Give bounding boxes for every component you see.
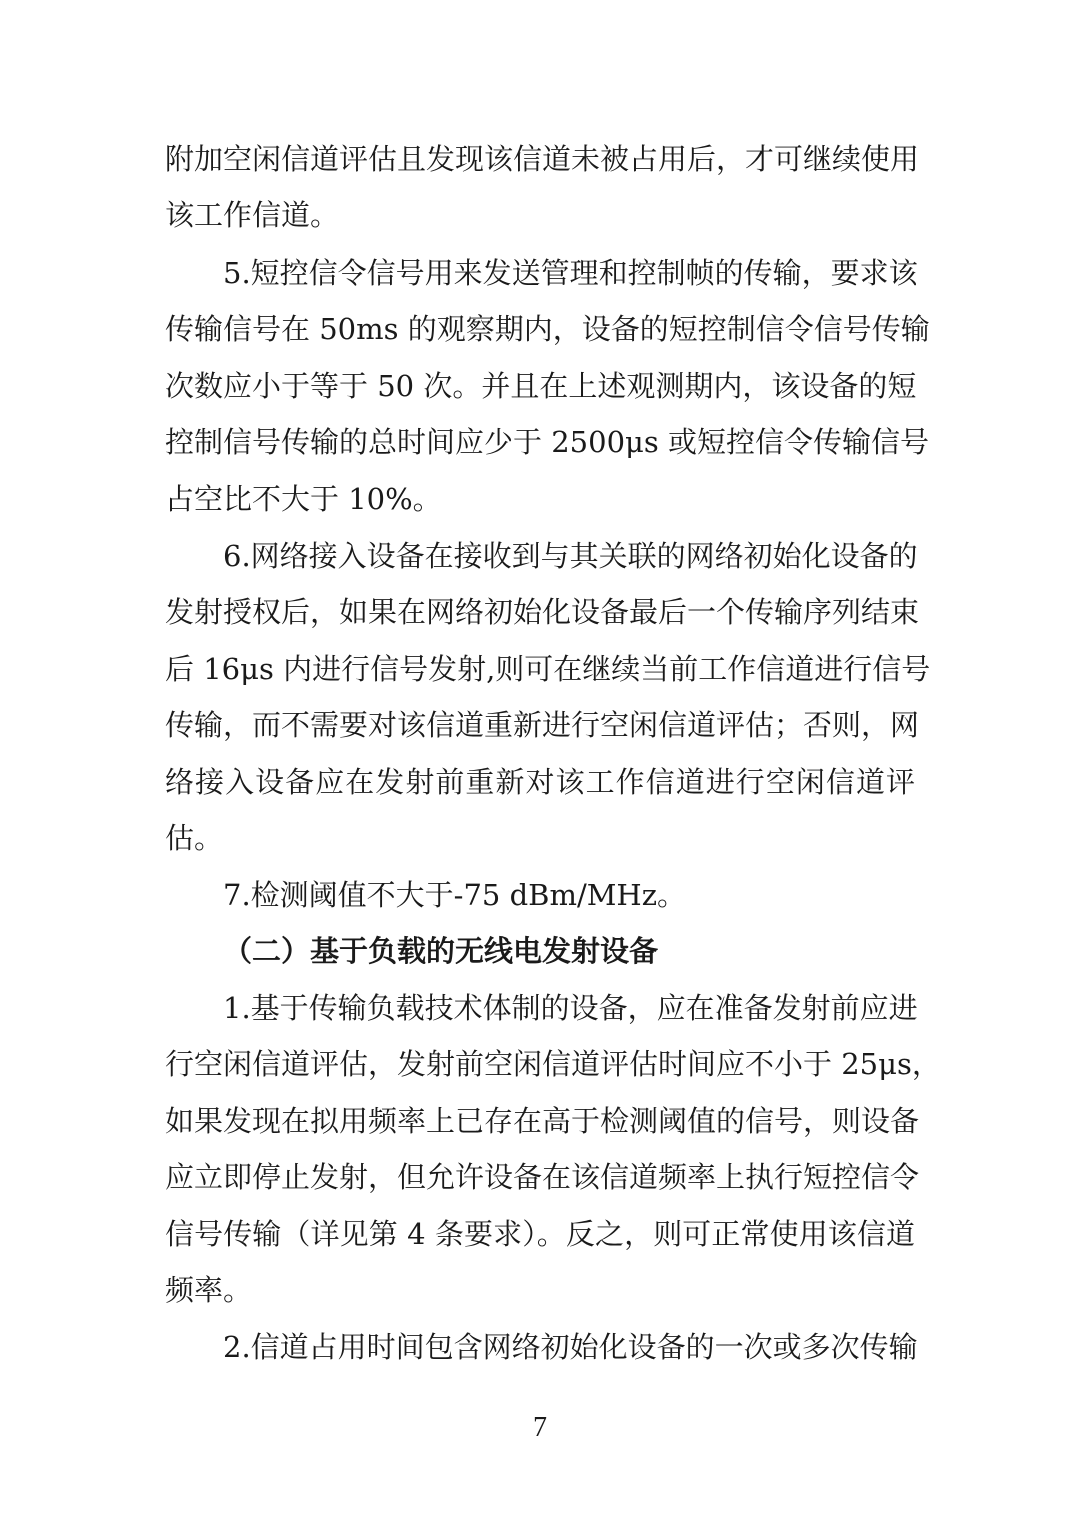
text-line: 7.检测阈值不大于-75 dBm/MHz。: [223, 878, 686, 912]
text-line: 6.网络接入设备在接收到与其关联的网络初始化设备的: [223, 539, 918, 573]
text-line: 附加空闲信道评估且发现该信道未被占用后，才可继续使用: [165, 142, 920, 176]
text-line: 该工作信道。: [165, 198, 340, 232]
text-line: 传输，而不需要对该信道重新进行空闲信道评估；否则，网: [165, 708, 920, 742]
text-line: 传输信号在 50ms 的观察期内，设备的短控制信令信号传输: [165, 312, 930, 346]
text-line: 络接入设备应在发射前重新对该工作信道进行空闲信道评: [165, 765, 915, 799]
text-line: 频率。: [165, 1273, 253, 1307]
text-line: 应立即停止发射，但允许设备在该信道频率上执行短控信令: [165, 1160, 920, 1194]
text-line: 后 16μs 内进行信号发射,则可在继续当前工作信道进行信号: [165, 652, 931, 686]
text-line: 行空闲信道评估，发射前空闲信道评估时间应不小于 25μs，: [165, 1047, 941, 1081]
text-line: 次数应小于等于 50 次。并且在上述观测期内，该设备的短: [165, 369, 917, 403]
text-line: 估。: [165, 821, 224, 855]
text-line: 5.短控信令信号用来发送管理和控制帧的传输，要求该: [223, 256, 918, 290]
text-line: 占空比不大于 10%。: [165, 482, 442, 516]
text-line: 控制信号传输的总时间应少于 2500μs 或短控信令传输信号: [165, 425, 929, 459]
text-line: 如果发现在拟用频率上已存在高于检测阈值的信号，则设备: [165, 1104, 920, 1138]
page-number: 7: [533, 1412, 547, 1443]
text-line: 2.信道占用时间包含网络初始化设备的一次或多次传输: [223, 1330, 918, 1364]
text-line: 1.基于传输负载技术体制的设备，应在准备发射前应进: [223, 991, 918, 1025]
section-heading: （二）基于负载的无线电发射设备: [223, 934, 659, 968]
text-line: 发射授权后，如果在网络初始化设备最后一个传输序列结束: [165, 595, 920, 629]
text-line: 信号传输（详见第 4 条要求）。反之，则可正常使用该信道: [165, 1217, 915, 1251]
